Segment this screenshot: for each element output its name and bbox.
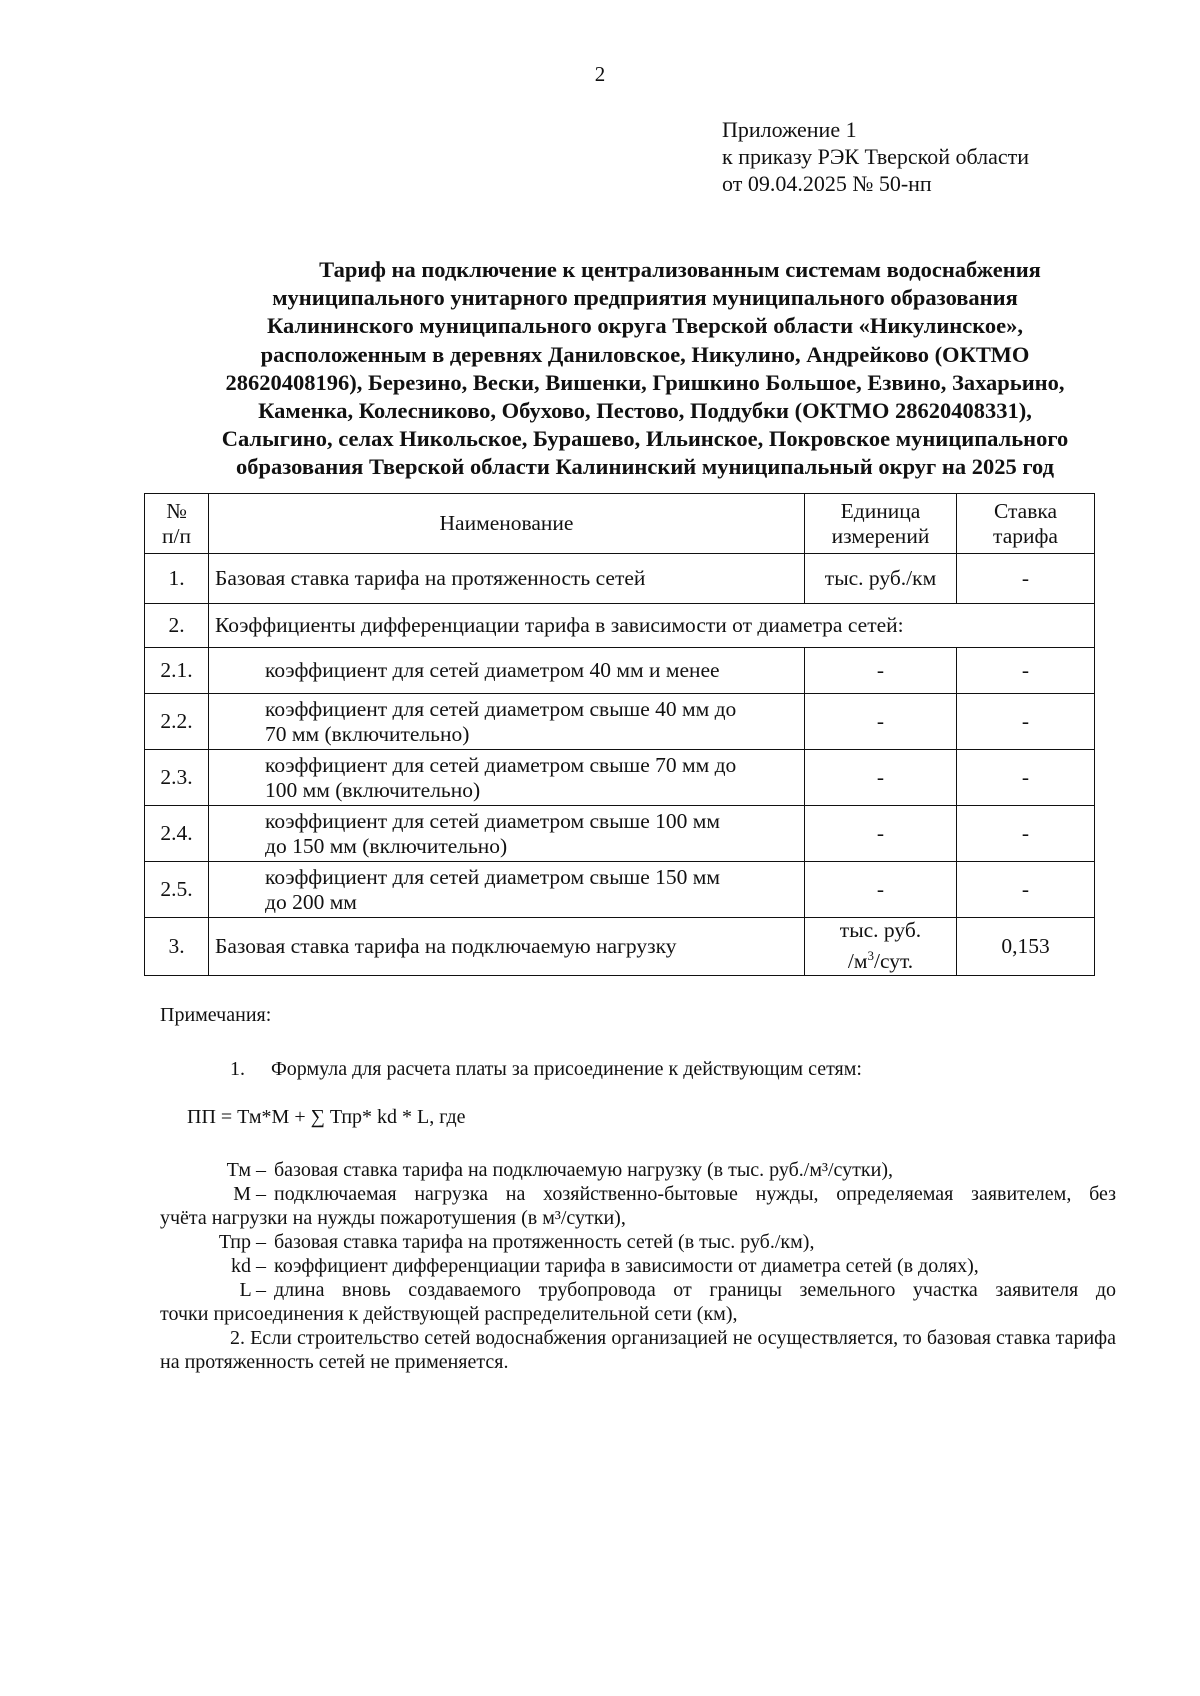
row-name: Базовая ставка тарифа на протяженность сетей bbox=[209, 554, 805, 604]
definition-row bbox=[160, 1278, 1116, 1302]
row-name-line: коэффициент для сетей диаметром свыше 100 мм bbox=[265, 808, 720, 833]
row-rate: - bbox=[957, 554, 1095, 604]
appendix-line: от 09.04.2025 № 50-нп bbox=[722, 171, 932, 196]
definition-continuation: учёта нагрузки на нужды пожаротушения (в м³/сутки), bbox=[160, 1207, 626, 1229]
row-rate: - bbox=[957, 750, 1095, 806]
definition-symbol: kd – bbox=[231, 1255, 266, 1277]
title-line: Каменка, Колесниково, Обухово, Пестово, Поддубки (ОКТМО 28620408331), bbox=[258, 398, 1032, 424]
row-num: 2.1. bbox=[145, 648, 209, 694]
title-line: муниципального унитарного предприятия муниципального образования bbox=[272, 285, 1018, 311]
header-unit-line: Единица bbox=[840, 498, 921, 523]
row-name bbox=[209, 694, 805, 750]
row-name: Коэффициенты дифференциации тарифа в зависимости от диаметра сетей: bbox=[209, 604, 1095, 648]
title-line: Калининского муниципального округа Тверской области «Никулинское», bbox=[266, 313, 1024, 339]
row-rate: - bbox=[957, 862, 1095, 918]
unit-superscript: 3 bbox=[867, 948, 874, 964]
definitions bbox=[160, 1158, 1116, 1374]
row-unit: тыс. руб./км bbox=[805, 554, 957, 604]
note-item-2: 2. Если строительство сетей водоснабжения организацией не осуществляется, то базовая ставка тарифа на протяженность сетей не применяется. bbox=[160, 1327, 1116, 1373]
table-row bbox=[145, 694, 1095, 750]
unit-part: /м bbox=[847, 949, 868, 974]
row-unit-line: тыс. руб. bbox=[839, 918, 922, 943]
title-line: образования Тверской области Калининский муниципальный округ на 2025 год bbox=[235, 454, 1055, 480]
definition-text: базовая ставка тарифа на подключаемую нагрузку (в тыс. руб./м³/сутки), bbox=[274, 1159, 893, 1181]
table-row bbox=[145, 648, 1095, 694]
header-rate-line: тарифа bbox=[993, 523, 1058, 548]
definition-text: коэффициент дифференциации тарифа в зависимости от диаметра сетей (в долях), bbox=[274, 1255, 979, 1277]
title-line: Салыгино, селах Никольское, Бурашево, Ильинское, Покровское муниципального bbox=[221, 426, 1069, 452]
notes-label: Примечания: bbox=[160, 1004, 272, 1026]
tariff-table bbox=[144, 493, 1095, 976]
row-name-line: коэффициент для сетей диаметром свыше 70 мм до bbox=[265, 752, 737, 777]
row-unit: - bbox=[805, 648, 957, 694]
row-rate: - bbox=[957, 694, 1095, 750]
title-line: 28620408196), Березино, Вески, Вишенки, Гришкино Большое, Езвино, Захарьино, bbox=[225, 369, 1065, 395]
note-item-number: 1. bbox=[230, 1058, 245, 1080]
row-unit: - bbox=[805, 862, 957, 918]
row-rate: 0,153 bbox=[957, 918, 1095, 976]
definition-continuation: точки присоединения к действующей распределительной сети (км), bbox=[160, 1303, 738, 1325]
row-rate: - bbox=[957, 648, 1095, 694]
header-unit bbox=[805, 494, 957, 554]
header-num-line: № bbox=[166, 498, 187, 523]
definition-text: длина вновь создаваемого трубопровода от границы земельного участка заявителя до bbox=[274, 1279, 1116, 1301]
definition-text: базовая ставка тарифа на протяженность сетей (в тыс. руб./км), bbox=[274, 1231, 815, 1253]
row-num: 2. bbox=[145, 604, 209, 648]
table-row bbox=[145, 806, 1095, 862]
table-row bbox=[145, 918, 1095, 976]
row-unit bbox=[805, 918, 957, 976]
row-unit: - bbox=[805, 806, 957, 862]
row-unit: - bbox=[805, 694, 957, 750]
document-title bbox=[170, 256, 1120, 482]
header-num-line: п/п bbox=[162, 523, 191, 548]
definition-text: подключаемая нагрузка на хозяйственно-бытовые нужды, определяемая заявителем, без bbox=[274, 1183, 1116, 1205]
row-name: Базовая ставка тарифа на подключаемую нагрузку bbox=[209, 918, 805, 976]
row-num: 3. bbox=[145, 918, 209, 976]
row-name bbox=[209, 806, 805, 862]
row-rate: - bbox=[957, 806, 1095, 862]
title-line: Тариф на подключение к централизованным системам водоснабжения bbox=[319, 257, 1041, 282]
row-num: 2.5. bbox=[145, 862, 209, 918]
appendix-line: к приказу РЭК Тверской области bbox=[722, 144, 1030, 169]
table-row bbox=[145, 604, 1095, 648]
definition-row bbox=[160, 1182, 1116, 1206]
appendix-header bbox=[722, 116, 1029, 197]
appendix-line: Приложение 1 bbox=[722, 117, 857, 142]
row-num: 1. bbox=[145, 554, 209, 604]
header-unit-line: измерений bbox=[831, 523, 930, 548]
definition-row bbox=[160, 1158, 1116, 1182]
row-name bbox=[209, 750, 805, 806]
header-rate bbox=[957, 494, 1095, 554]
header-num bbox=[145, 494, 209, 554]
formula: ПП = Тм*М + ∑ Тпр* kd * L, где bbox=[187, 1106, 466, 1128]
definition-symbol: Тм – bbox=[226, 1159, 266, 1181]
definition-symbol: М – bbox=[233, 1183, 266, 1205]
unit-part: /сут. bbox=[873, 949, 914, 974]
table-row bbox=[145, 554, 1095, 604]
row-name-line: коэффициент для сетей диаметром свыше 150 мм bbox=[265, 864, 720, 889]
row-num: 2.4. bbox=[145, 806, 209, 862]
header-name: Наименование bbox=[209, 494, 805, 554]
row-name-line: 100 мм (включительно) bbox=[265, 777, 481, 802]
row-name-line: коэффициент для сетей диаметром свыше 40 мм до bbox=[265, 696, 737, 721]
table-header-row bbox=[145, 494, 1095, 554]
header-rate-line: Ставка bbox=[993, 498, 1058, 523]
row-num: 2.2. bbox=[145, 694, 209, 750]
row-name-line: до 150 мм (включительно) bbox=[265, 833, 508, 858]
row-unit: - bbox=[805, 750, 957, 806]
note-item-1 bbox=[230, 1058, 862, 1081]
definition-symbol: Тпр – bbox=[218, 1231, 266, 1253]
definition-row bbox=[160, 1230, 1116, 1254]
page-number: 2 bbox=[594, 62, 606, 86]
row-name: коэффициент для сетей диаметром 40 мм и менее bbox=[209, 648, 805, 694]
row-name bbox=[209, 862, 805, 918]
row-name-line: 70 мм (включительно) bbox=[265, 721, 470, 746]
row-num: 2.3. bbox=[145, 750, 209, 806]
table-row bbox=[145, 862, 1095, 918]
row-name-line: до 200 мм bbox=[265, 889, 357, 914]
row-unit-line bbox=[811, 943, 950, 974]
definition-symbol: L – bbox=[239, 1279, 266, 1301]
title-line: расположенным в деревнях Даниловское, Никулино, Андрейково (ОКТМО bbox=[260, 341, 1030, 367]
definition-row bbox=[160, 1254, 1116, 1278]
table-row bbox=[145, 750, 1095, 806]
note-item-text: Формула для расчета платы за присоединение к действующим сетям: bbox=[271, 1058, 862, 1080]
